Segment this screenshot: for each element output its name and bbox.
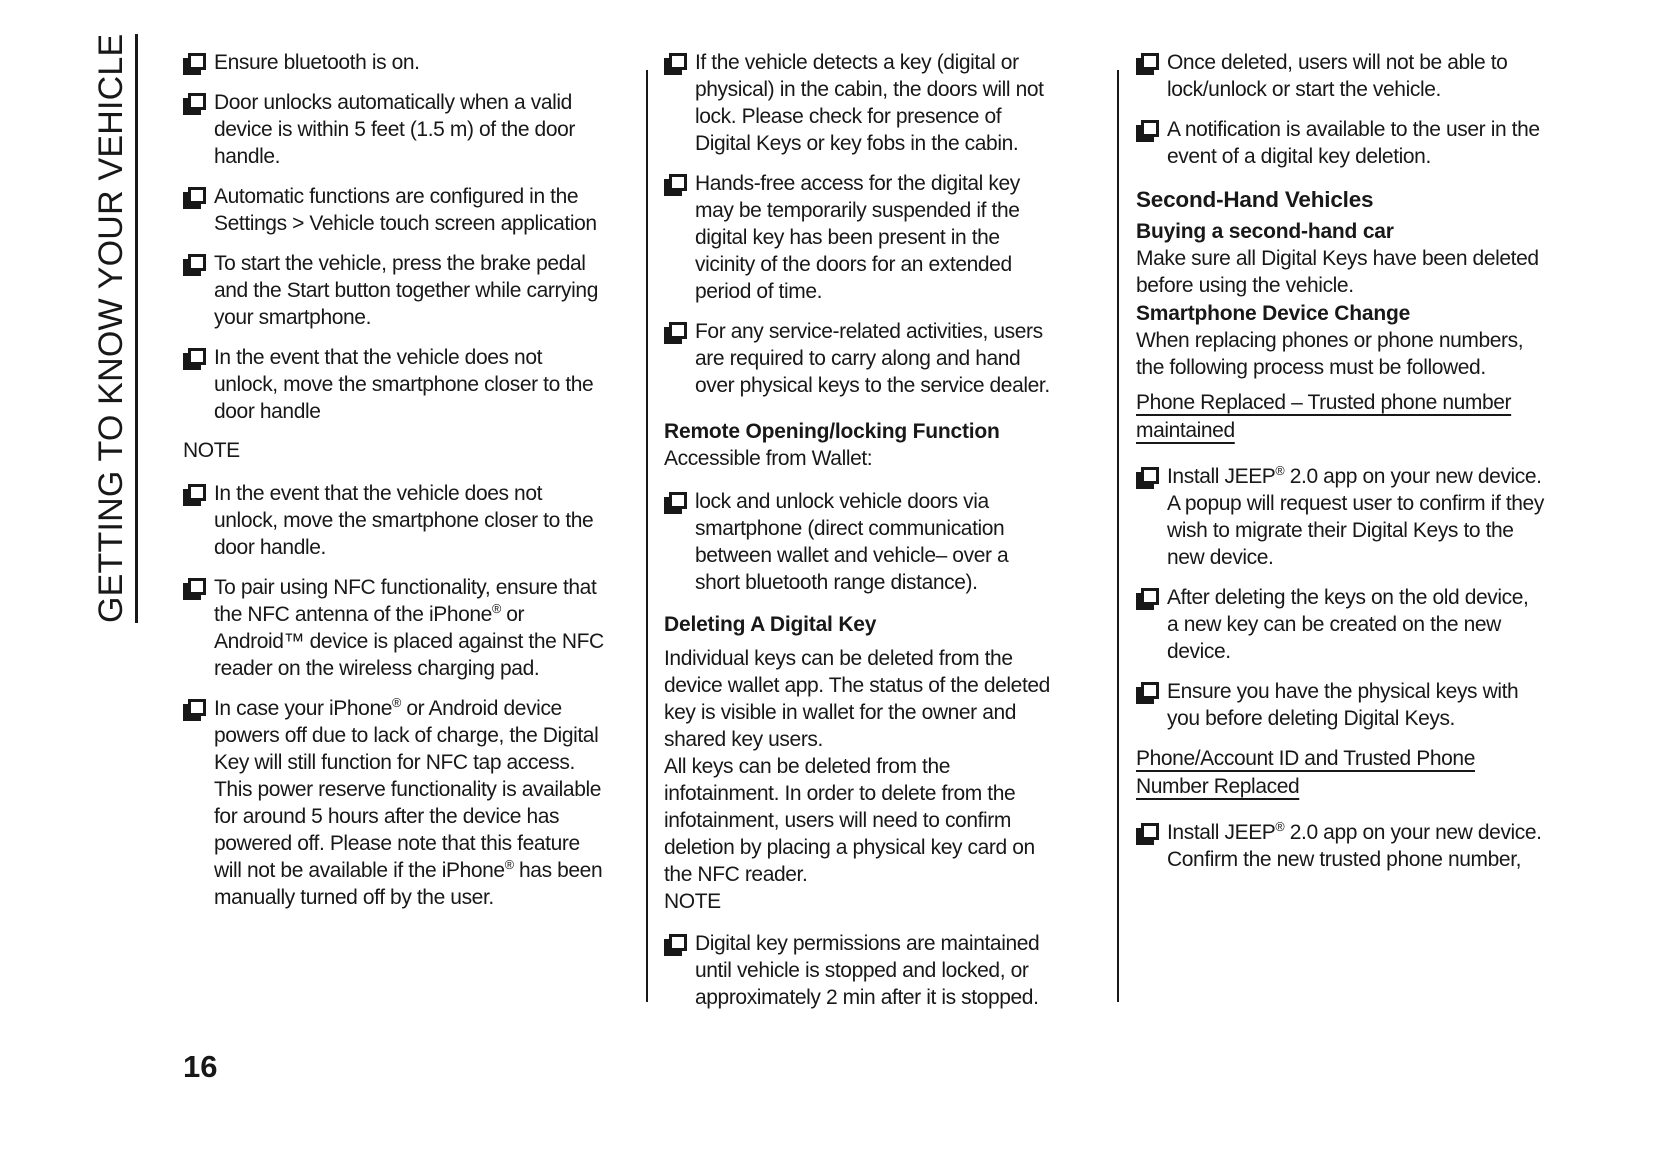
checkbox-bullet-icon xyxy=(188,53,206,70)
paragraph-all-keys: All keys can be deleted from the infotainment. In order to delete from the infotainment, users will need to confirm deletion by placing a physical key card on the NFC reader. xyxy=(664,755,1035,886)
page-number: 16 xyxy=(183,1049,218,1084)
checkbox-bullet-icon xyxy=(188,699,206,716)
section-heading-second-hand-vehicles: Second-Hand Vehicles xyxy=(1136,187,1374,212)
checklist-item xyxy=(183,89,607,170)
checklist-item-text: Hands-free access for the digital key may be temporarily suspended if the digital key has been present in the vicinity of the doors for an extended period of time. xyxy=(695,172,1020,303)
checkbox-bullet-icon xyxy=(669,934,687,951)
cross-reference-account-id-replaced: Phone/Account ID and Trusted Phone Number Replaced xyxy=(1136,747,1475,798)
checkbox-bullet-icon xyxy=(1141,53,1159,70)
subheading-buying-second-hand-car: Buying a second-hand car xyxy=(1136,220,1394,243)
checklist-item xyxy=(183,183,607,237)
checkbox-bullet-icon xyxy=(188,187,206,204)
checklist-item-text: In the event that the vehicle does not unlock, move the smartphone closer to the door handle xyxy=(214,346,594,423)
checklist-item-text: Install JEEP® 2.0 app on your new device. A popup will request user to confirm if they wish to migrate their Digital Keys to the new device. xyxy=(1167,464,1544,569)
checklist-item-text: In case your iPhone® or Android device powers off due to lack of charge, the Digital Key will still function for NFC tap access. This power reserve functionality is available for around 5 hours after the device has powered off. Please note that this feature will not be available if the iPhone® has been manually turned off by the user. xyxy=(214,696,603,909)
cross-reference-phone-replaced: Phone Replaced – Trusted phone number maintained xyxy=(1136,391,1512,442)
checklist xyxy=(1136,49,1544,170)
checklist-item xyxy=(1136,584,1544,665)
checklist-item xyxy=(183,49,607,76)
checklist xyxy=(183,480,607,911)
checklist-item-text: To pair using NFC functionality, ensure that the NFC antenna of the iPhone® or Android™ device is placed against the NFC reader on the wireless charging pad. xyxy=(214,576,604,680)
checkbox-bullet-icon xyxy=(1141,682,1159,699)
checklist-item-text: Ensure bluetooth is on. xyxy=(214,51,420,74)
subheading-smartphone-device-change: Smartphone Device Change xyxy=(1136,302,1411,325)
checklist-item-text: Once deleted, users will not be able to lock/unlock or start the vehicle. xyxy=(1167,51,1508,101)
checklist xyxy=(1136,463,1544,732)
checkbox-bullet-icon xyxy=(669,492,687,509)
column-divider-1 xyxy=(646,70,648,1002)
checkbox-bullet-icon xyxy=(188,578,206,595)
checkbox-bullet-icon xyxy=(1141,467,1159,484)
checklist-item xyxy=(1136,49,1544,103)
checklist-item xyxy=(664,930,1052,1011)
checklist-item xyxy=(664,318,1052,399)
checkbox-bullet-icon xyxy=(669,174,687,191)
paragraph-smartphone-change: When replacing phones or phone numbers, the following process must be followed. xyxy=(1136,329,1524,379)
column-divider-2 xyxy=(1117,70,1119,1002)
checklist-item-text: To start the vehicle, press the brake pedal and the Start button together while carrying your smartphone. xyxy=(214,252,598,329)
checklist-item xyxy=(183,695,607,911)
paragraph-accessible-from-wallet: Accessible from Wallet: xyxy=(664,447,873,470)
checklist-item-text: Automatic functions are configured in the Settings > Vehicle touch screen application xyxy=(214,185,597,235)
checkbox-bullet-icon xyxy=(188,254,206,271)
sidebar-chapter-title: GETTING TO KNOW YOUR VEHICLE xyxy=(94,34,138,623)
checklist xyxy=(664,930,1052,1011)
checklist-item-text: After deleting the keys on the old device, a new key can be created on the new device. xyxy=(1167,586,1529,663)
section-heading-remote-opening: Remote Opening/locking Function xyxy=(664,420,1000,443)
section-heading-deleting-digital-key: Deleting A Digital Key xyxy=(664,613,877,636)
checkbox-bullet-icon xyxy=(188,484,206,501)
checkbox-bullet-icon xyxy=(669,322,687,339)
checklist-item xyxy=(664,49,1052,157)
checklist-item-text: If the vehicle detects a key (digital or physical) in the cabin, the doors will not lock. Please check for presence of Digital Keys or key fobs in the cabin. xyxy=(695,51,1044,155)
checklist xyxy=(664,488,1052,596)
checklist-item-text: A notification is available to the user in the event of a digital key deletion. xyxy=(1167,118,1540,168)
column-1 xyxy=(183,49,607,911)
checklist-item-text: In the event that the vehicle does not unlock, move the smartphone closer to the door handle. xyxy=(214,482,594,559)
note-label: NOTE xyxy=(183,439,240,462)
checklist-item xyxy=(1136,819,1544,873)
checklist-item xyxy=(183,250,607,331)
checklist-item-text: For any service-related activities, users are required to carry along and hand over physical keys to the service dealer. xyxy=(695,320,1050,397)
checklist-item xyxy=(664,488,1052,596)
checklist-item xyxy=(183,574,607,682)
checklist-item-text: Install JEEP® 2.0 app on your new device. Confirm the new trusted phone number, xyxy=(1167,820,1542,871)
checklist-item xyxy=(1136,463,1544,571)
checklist-item xyxy=(664,170,1052,305)
checkbox-bullet-icon xyxy=(1141,823,1159,840)
checklist-item xyxy=(183,480,607,561)
checklist xyxy=(664,49,1052,399)
checklist-item-text: lock and unlock vehicle doors via smartphone (direct communication between wallet and vehicle– over a short bluetooth range distance). xyxy=(695,490,1009,594)
note-label: NOTE xyxy=(664,890,721,913)
checklist-item xyxy=(1136,116,1544,170)
checklist-item-text: Ensure you have the physical keys with you before deleting Digital Keys. xyxy=(1167,680,1519,730)
checklist-item xyxy=(1136,678,1544,732)
checkbox-bullet-icon xyxy=(188,348,206,365)
checkbox-bullet-icon xyxy=(669,53,687,70)
checkbox-bullet-icon xyxy=(1141,588,1159,605)
checklist-item-text: Door unlocks automatically when a valid device is within 5 feet (1.5 m) of the door handle. xyxy=(214,91,575,168)
checklist xyxy=(183,49,607,425)
checkbox-bullet-icon xyxy=(188,93,206,110)
checklist-item xyxy=(183,344,607,425)
paragraph-buying: Make sure all Digital Keys have been deleted before using the vehicle. xyxy=(1136,247,1539,297)
paragraph-individual-keys: Individual keys can be deleted from the device wallet app. The status of the deleted key is visible in wallet for the owner and shared key users. xyxy=(664,647,1050,751)
checklist-item-text: Digital key permissions are maintained until vehicle is stopped and locked, or approximately 2 min after it is stopped. xyxy=(695,932,1040,1009)
column-3 xyxy=(1136,49,1544,873)
column-2 xyxy=(664,49,1052,1011)
checkbox-bullet-icon xyxy=(1141,120,1159,137)
checklist xyxy=(1136,819,1544,873)
